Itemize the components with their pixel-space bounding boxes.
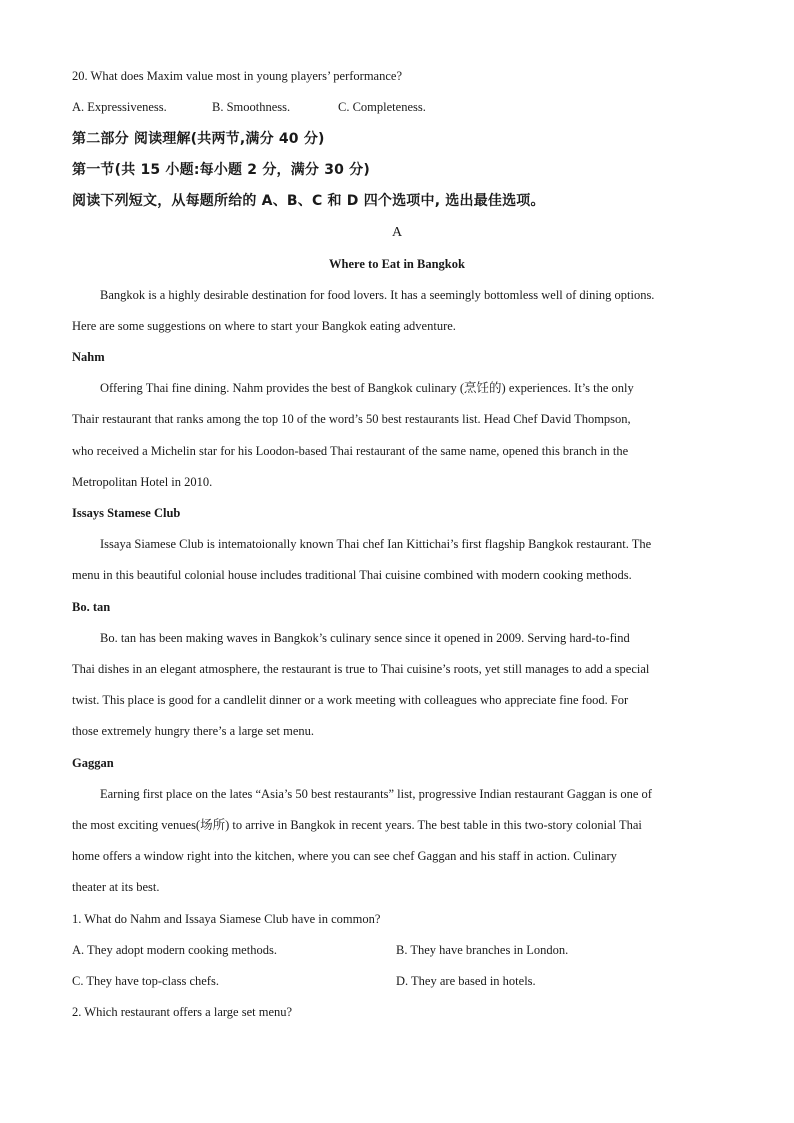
nahm-line-2: Thair restaurant that ranks among the top 10 of the word’s 50 best restaurants list. Head Chef David Thompson, <box>72 412 631 426</box>
restaurant-heading-nahm: Nahm <box>72 350 105 364</box>
gaggan-line-1: Earning first place on the lates “Asia’s 50 best restaurants” list, progressive Indian restaurant Gaggan is one of <box>100 787 652 801</box>
intro-line-2: Here are some suggestions on where to start your Bangkok eating adventure. <box>72 319 456 333</box>
q20-option-b: B. Smoothness. <box>212 100 291 114</box>
section-subtitle: 第一节(共 15 小题:每小题 2 分，满分 30 分) <box>72 162 370 178</box>
intro-line-1: Bangkok is a highly desirable destination for food lovers. It has a seemingly bottomless well of dining options. <box>100 288 655 302</box>
botan-line-3: twist. This place is good for a candlelit dinner or a work meeting with colleagues who appreciate fine food. For <box>72 693 629 707</box>
q1-question: 1. What do Nahm and Issaya Siamese Club have in common? <box>72 912 381 926</box>
q1-option-b: B. They have branches in London. <box>396 943 569 957</box>
passage-title: Where to Eat in Bangkok <box>329 257 465 271</box>
issaya-line-1: Issaya Siamese Club is intematoionally known Thai chef Ian Kittichai’s first flagship Bangkok restaurant. The <box>100 537 652 551</box>
nahm-line-4: Metropolitan Hotel in 2010. <box>72 475 213 489</box>
q20-option-a: A. Expressiveness. <box>72 100 167 114</box>
nahm-line-1: Offering Thai fine dining. Nahm provides the best of Bangkok culinary (烹饪的) experiences. It’s the only <box>100 381 634 395</box>
q2-question: 2. Which restaurant offers a large set menu? <box>72 1005 293 1019</box>
q20-option-c: C. Completeness. <box>338 100 426 114</box>
part-title: 第二部分 阅读理解(共两节,满分 40 分) <box>72 131 325 147</box>
gaggan-line-4: theater at its best. <box>72 880 160 894</box>
botan-line-1: Bo. tan has been making waves in Bangkok’s culinary sence since it opened in 2009. Serving hard-to-find <box>100 631 630 645</box>
botan-line-2: Thai dishes in an elegant atmosphere, the restaurant is true to Thai cuisine’s roots, yet still manages to add a special <box>72 662 650 676</box>
restaurant-heading-gaggan: Gaggan <box>72 756 114 770</box>
nahm-line-3: who received a Michelin star for his Loodon-based Thai restaurant of the same name, opened this branch in the <box>72 444 629 458</box>
q1-option-d: D. They are based in hotels. <box>396 974 536 988</box>
passage-letter: A <box>391 225 403 240</box>
gaggan-line-3: home offers a window right into the kitchen, where you can see chef Gaggan and his staff in action. Culinary <box>72 849 617 863</box>
gaggan-line-2: the most exciting venues(场所) to arrive in Bangkok in recent years. The best table in this two-story colonial Thai <box>72 818 642 832</box>
section-instruction: 阅读下列短文，从每题所给的 A、B、C 和 D 四个选项中, 选出最佳选项。 <box>72 193 545 209</box>
botan-line-4: those extremely hungry there’s a large set menu. <box>72 724 315 738</box>
restaurant-heading-issaya: Issays Stamese Club <box>72 506 181 520</box>
issaya-line-2: menu in this beautiful colonial house includes traditional Thai cuisine combined with modern cooking methods. <box>72 568 632 582</box>
q1-option-a: A. They adopt modern cooking methods. <box>72 943 277 957</box>
restaurant-heading-botan: Bo. tan <box>72 600 111 614</box>
q1-option-c: C. They have top-class chefs. <box>72 974 219 988</box>
q20-question: 20. What does Maxim value most in young players’ performance? <box>72 69 402 83</box>
